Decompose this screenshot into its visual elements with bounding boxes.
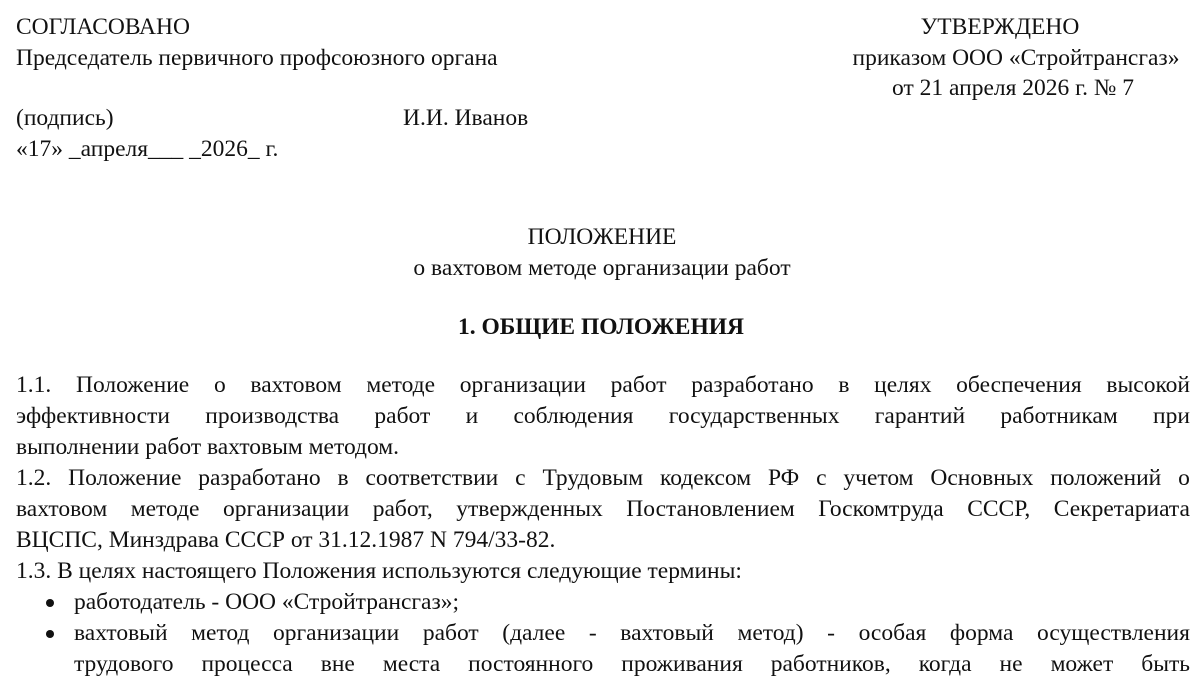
word: -: [588, 620, 597, 646]
word: работ: [610, 372, 667, 398]
section-heading: 1. ОБЩИЕ ПОЛОЖЕНИЯ: [458, 314, 744, 340]
agreed-title: СОГЛАСОВАНО: [16, 14, 190, 40]
word: обеспечения: [956, 372, 1082, 398]
list-item-text: работодатель - ООО «Стройтрансгаз»;: [74, 589, 460, 615]
word: о: [1178, 465, 1190, 491]
word: в: [838, 372, 850, 398]
word: осуществления: [1037, 620, 1190, 646]
word: организации: [459, 372, 586, 398]
paragraph-line: ВЦСПС, Минздрава СССР от 31.12.1987 N 794/33-82.: [16, 527, 556, 553]
word: эффективности: [16, 403, 170, 429]
agreed-date: «17» _апреля___ _2026_ г.: [16, 136, 279, 162]
word: Основных: [930, 465, 1034, 491]
word: методе: [130, 496, 200, 522]
word: гарантий: [874, 403, 966, 429]
document-subtitle: о вахтовом методе организации работ: [413, 255, 791, 281]
word: организации: [273, 620, 400, 646]
word: когда: [918, 651, 972, 677]
word: соблюдения: [513, 403, 634, 429]
bullet-icon: [46, 630, 54, 638]
word: не: [999, 651, 1023, 677]
approved-date: от 21 апреля 2026 г. № 7: [892, 75, 1134, 101]
word: высокой: [1106, 372, 1190, 398]
word: РФ: [767, 465, 800, 491]
word: в: [337, 465, 349, 491]
list-item-line: [74, 618, 1190, 649]
word: метод: [191, 620, 250, 646]
document-title: ПОЛОЖЕНИЕ: [527, 224, 677, 250]
paragraph-intro: 1.3. В целях настоящего Положения используются следующие термины:: [16, 558, 742, 584]
paragraph-line: [16, 463, 1190, 494]
word: -: [827, 620, 835, 646]
paragraph-1-2: [16, 463, 1190, 556]
word: процесса: [201, 651, 293, 677]
word: целях: [874, 372, 932, 398]
word: учетом: [843, 465, 914, 491]
word: метод): [737, 620, 804, 646]
word: методе: [366, 372, 436, 398]
word: Секретариата: [1053, 496, 1190, 522]
word: о: [213, 372, 226, 398]
paragraph-1-3: [16, 556, 1190, 587]
word: Трудовым: [542, 465, 644, 491]
word: 1.1.: [16, 372, 52, 398]
word: работников,: [770, 651, 891, 677]
list-item: [46, 618, 1190, 680]
word: государственных: [668, 403, 840, 429]
word: работ: [422, 620, 479, 646]
signatory-name: И.И. Иванов: [403, 105, 529, 131]
word: проживания: [621, 651, 743, 677]
word: трудового: [74, 651, 174, 677]
paragraph-line: [16, 494, 1190, 525]
word: 1.2.: [16, 465, 52, 491]
word: быть: [1141, 651, 1190, 677]
word: работникам: [1000, 403, 1118, 429]
word: утвержденных: [456, 496, 603, 522]
word: при: [1153, 403, 1190, 429]
word: соответствии: [365, 465, 499, 491]
word: вахтовый: [620, 620, 714, 646]
signature-label: (подпись): [16, 105, 114, 131]
word: (далее: [502, 620, 566, 646]
word: работ,: [372, 496, 433, 522]
approved-title: УТВЕРЖДЕНО: [920, 14, 1080, 40]
word: Госкомтруда: [818, 496, 944, 522]
word: организации: [223, 496, 350, 522]
word: постоянного: [468, 651, 594, 677]
word: особая: [858, 620, 927, 646]
word: разработано: [691, 372, 814, 398]
terms-list: [46, 587, 1190, 680]
paragraph-1-1: [16, 370, 1190, 463]
paragraph-line: выполнении работ вахтовым методом.: [16, 434, 400, 460]
word: положений: [1050, 465, 1162, 491]
word: вне: [320, 651, 355, 677]
word: Положение: [75, 372, 190, 398]
paragraph-line: [16, 401, 1190, 432]
paragraph-line: [16, 370, 1190, 401]
word: места: [382, 651, 441, 677]
word: и: [465, 403, 479, 429]
word: СССР,: [967, 496, 1031, 522]
list-item-line: [74, 649, 1190, 680]
word: производства: [205, 403, 340, 429]
bullet-icon: [46, 599, 54, 607]
word: кодексом: [659, 465, 752, 491]
word: с: [816, 465, 827, 491]
word: с: [515, 465, 526, 491]
word: вахтовом: [250, 372, 342, 398]
word: форма: [949, 620, 1014, 646]
word: разработано: [198, 465, 321, 491]
agreed-position: Председатель первичного профсоюзного органа: [16, 45, 498, 71]
word: вахтовом: [16, 496, 108, 522]
word: Положение: [68, 465, 182, 491]
word: вахтовый: [74, 620, 168, 646]
word: Постановлением: [626, 496, 795, 522]
list-item: [46, 587, 1190, 618]
approved-order: приказом ООО «Стройтрансгаз»: [852, 45, 1180, 71]
word: может: [1050, 651, 1114, 677]
word: работ: [374, 403, 431, 429]
